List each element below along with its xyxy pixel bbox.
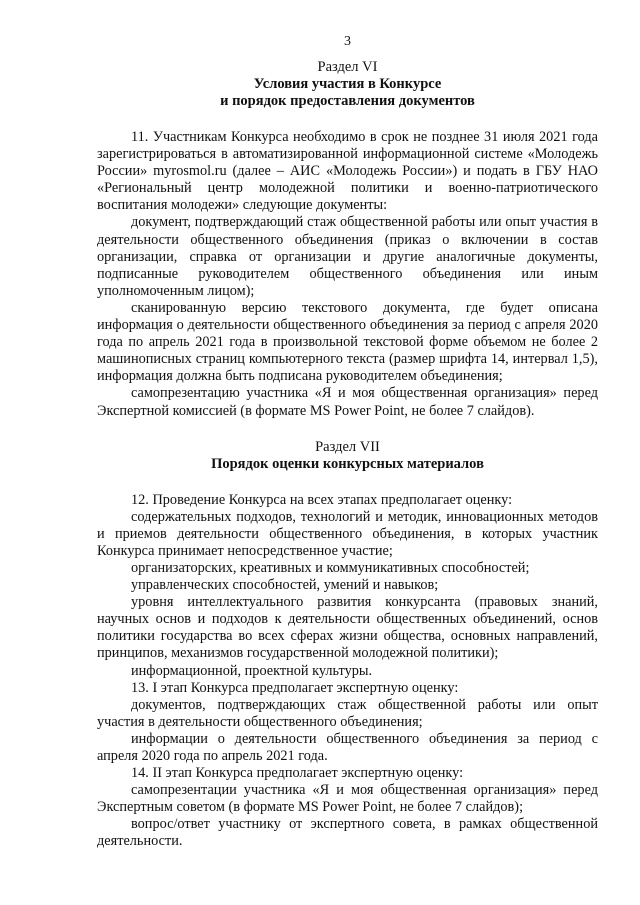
section-7 [97, 439, 598, 851]
page-number: 3 [344, 34, 351, 49]
paragraph-11: 11. Участникам Конкурса необходимо в срок не позднее 31 июля 2021 года зарегистрироваться в автоматизированной информационной системе «Молодежь России» myrosmol.ru (далее – АИС «Молодежь России») и подать в ГБУ НАО «Региональный центр молодежной политики и военно-патриотического воспитания молодежи» следующие документы: [97, 129, 598, 214]
paragraph-14-item-1: самопрезентации участника «Я и моя общественная организация» перед Экспертным советом (в формате MS Power Point, не более 7 слайдов); [97, 782, 598, 816]
section-6-title-line-1: Условия участия в Конкурсе [253, 76, 442, 92]
section-6 [97, 59, 598, 420]
paragraph-14-item-2: вопрос/ответ участнику от экспертного совета, в рамках общественной деятельности. [97, 816, 598, 850]
paragraph-13-item-1: документов, подтверждающих стаж общественной работы или опыт участия в деятельности общественного объединения; [97, 696, 598, 730]
paragraph-12-item-4: уровня интеллектуального развития конкурсанта (правовых знаний, научных основ и подходов к деятельности общественных объединений, основ политики государства во всех сферах жизни общества, основных направлений, принципов, механизмов государственной молодежной политики); [97, 594, 598, 662]
paragraph-12: 12. Проведение Конкурса на всех этапах предполагает оценку: [131, 491, 513, 508]
paragraph-11-item-2: сканированную версию текстового документа, где будет описана информация о деятельности общественного объединения за период с апреля 2020 года по апрель 2021 года в произвольной текстовой форме объемом не более 2 машинописных страниц компьютерного текста (размер шрифта 14, интервал 1,5), информация должна быть подписана руководителем объединения; [97, 299, 598, 385]
paragraph-13: 13. I этап Конкурса предполагает экспертную оценку: [131, 679, 459, 696]
paragraph-11-item-1: документ, подтверждающий стаж общественной работы или опыт участия в деятельности общественного объединения (приказ о включении в состав организации, справка от организации и другие аналогичные документы, подписанные руководителем общественного объединения или иным уполномоченным лицом); [97, 214, 598, 299]
section-7-label: Раздел VII [315, 438, 380, 455]
paragraph-14: 14. II этап Конкурса предполагает экспертную оценку: [131, 765, 464, 782]
paragraph-12-item-1: содержательных подходов, технологий и методик, инновационных методов и приемов деятельности общественного объединения, в которых участник Конкурса принимает непосредственное участие; [97, 508, 598, 559]
paragraph-11-item-3: самопрезентацию участника «Я и моя общественная организация» перед Экспертной комиссией (в формате MS Power Point, не более 7 слайдов). [97, 385, 598, 419]
section-6-label: Раздел VI [317, 59, 378, 75]
paragraph-13-item-2: информации о деятельности общественного объединения за период с апреля 2020 года по апрель 2021 года. [97, 730, 598, 764]
section-6-title-line-2: и порядок предоставления документов [220, 93, 475, 109]
paragraph-12-item-2: организаторских, креативных и коммуникативных способностей; [131, 559, 530, 576]
paragraph-12-item-5: информационной, проектной культуры. [131, 662, 373, 679]
paragraph-12-item-3: управленческих способностей, умений и навыков; [131, 577, 439, 594]
section-7-title: Порядок оценки конкурсных материалов [211, 455, 484, 472]
